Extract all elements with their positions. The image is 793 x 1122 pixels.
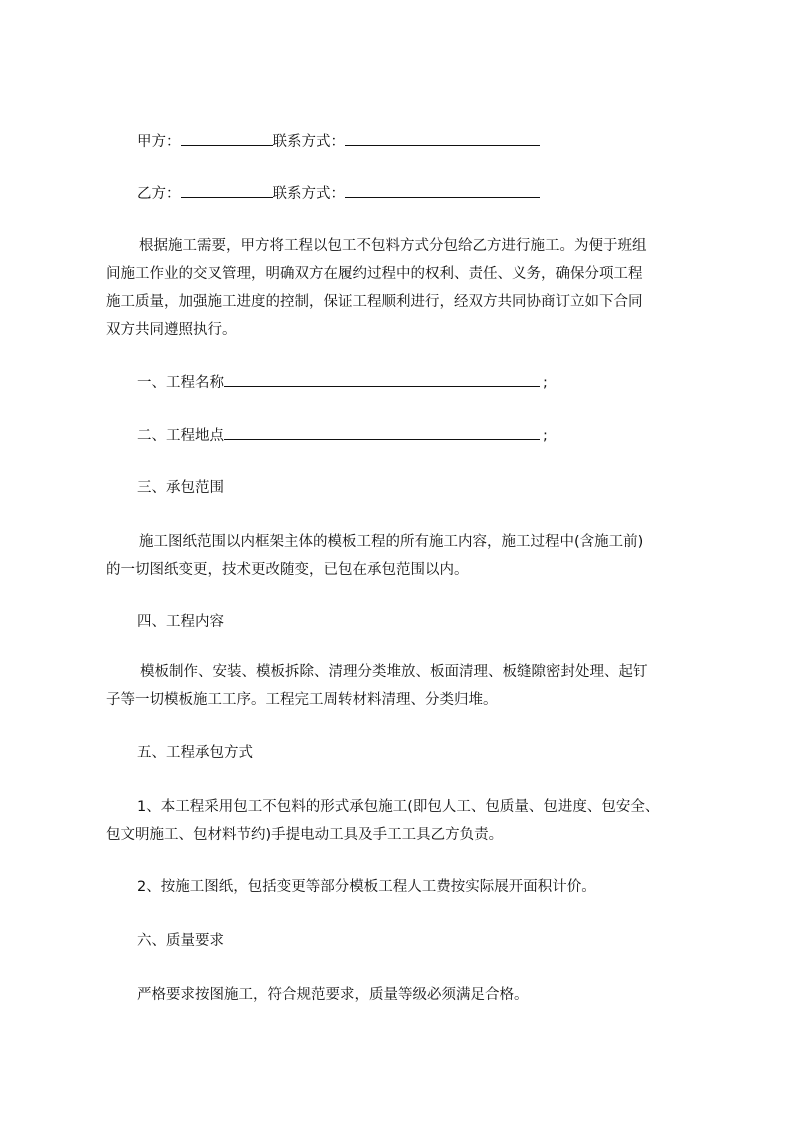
section-project-location-title: 二、工程地点 xyxy=(137,428,224,444)
party-b-contact-label: 联系方式： xyxy=(272,186,345,202)
section-project-name-title: 一、工程名称 xyxy=(137,375,224,391)
party-a-contact-blank xyxy=(345,131,540,146)
section-project-name xyxy=(137,372,548,393)
section-scope-body-2: 的一切图纸变更，技术更改随变，已包在承包范围以内。 xyxy=(106,562,469,578)
party-a-name-blank xyxy=(181,131,273,146)
party-a-contact-label: 联系方式： xyxy=(272,134,345,150)
section-contract-method-item1-line2: 包文明施工、包材料节约)手提电动工具及手工工具乙方负责。 xyxy=(106,827,504,843)
intro-line-4: 双方共同遵照执行。 xyxy=(106,322,237,338)
section-contract-method-item1-line1: 1、本工程采用包工不包料的形式承包施工(即包人工、包质量、包进度、包安全、 xyxy=(137,799,660,815)
section-project-name-end: ; xyxy=(543,375,548,391)
party-b-contact-blank xyxy=(345,183,540,198)
project-location-blank xyxy=(224,425,540,440)
section-content-body-1: 模板制作、安装、模板拆除、清理分类堆放、板面清理、板缝隙密封处理、起钉 xyxy=(140,664,648,680)
section-scope-body-1: 施工图纸范围以内框架主体的模板工程的所有施工内容，施工过程中(含施工前) xyxy=(139,534,644,550)
intro-line-3: 施工质量，加强施工进度的控制，保证工程顺利进行，经双方共同协商订立如下合同 xyxy=(106,294,643,310)
section-quality-body: 严格要求按图施工，符合规范要求，质量等级必须满足合格。 xyxy=(137,987,529,1003)
section-quality-title: 六、质量要求 xyxy=(137,933,224,949)
party-b-label: 乙方： xyxy=(137,186,181,202)
section-content-title: 四、工程内容 xyxy=(137,614,224,630)
party-a-label: 甲方： xyxy=(137,134,181,150)
intro-line-2: 间施工作业的交叉管理，明确双方在履约过程中的权利、责任、义务，确保分项工程 xyxy=(106,266,643,282)
intro-line-1: 根据施工需要，甲方将工程以包工不包料方式分包给乙方进行施工。为便于班组 xyxy=(139,238,647,254)
project-name-blank xyxy=(224,372,540,387)
section-project-location xyxy=(137,425,548,446)
section-project-location-end: ; xyxy=(543,428,548,444)
section-contract-method-item2: 2、按施工图纸，包括变更等部分模板工程人工费按实际展开面积计价。 xyxy=(137,879,596,895)
section-content-body-2: 子等一切模板施工工序。工程完工周转材料清理、分类归堆。 xyxy=(106,692,498,708)
party-b-name-blank xyxy=(181,183,273,198)
section-contract-method-title: 五、工程承包方式 xyxy=(137,745,253,761)
party-a-line xyxy=(137,131,540,152)
section-scope-title: 三、承包范围 xyxy=(137,480,224,496)
party-b-line xyxy=(137,183,540,204)
